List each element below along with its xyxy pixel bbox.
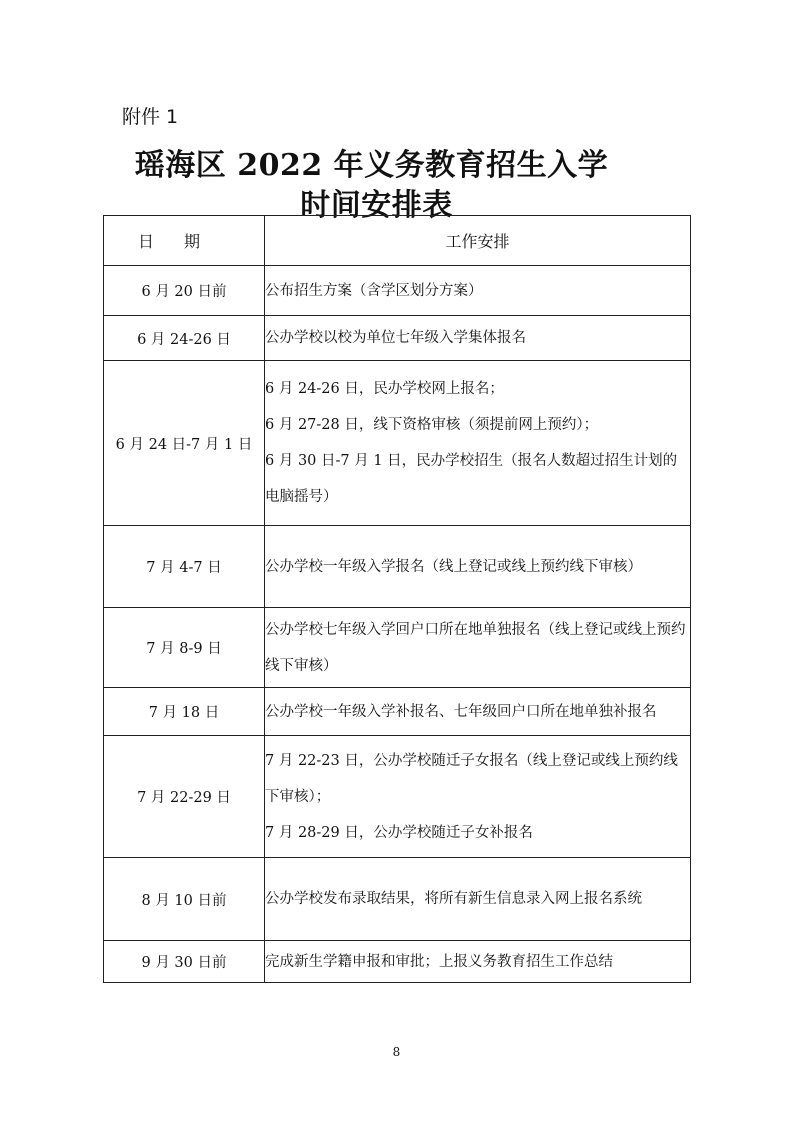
work-line: 公办学校七年级入学回户口所在地单独报名（线上登记或线上预约线下审核） xyxy=(265,621,686,674)
table-row xyxy=(104,688,691,736)
row-date: 8 月 10 日前 xyxy=(104,858,265,941)
table-row xyxy=(104,941,691,983)
table-row xyxy=(104,858,691,941)
attachment-label: 附件 1 xyxy=(122,106,179,128)
table-header-row xyxy=(104,216,691,266)
table-row xyxy=(104,526,691,608)
row-work xyxy=(265,526,691,608)
row-date: 6 月 24-26 日 xyxy=(104,316,265,361)
page-number: 8 xyxy=(392,1045,401,1059)
row-date: 6 月 20 日前 xyxy=(104,266,265,316)
row-work xyxy=(265,266,691,316)
table-row xyxy=(104,608,691,688)
row-work xyxy=(265,608,691,688)
row-date: 7 月 8-9 日 xyxy=(104,608,265,688)
row-date: 7 月 18 日 xyxy=(104,688,265,736)
table-row xyxy=(104,316,691,361)
row-work xyxy=(265,858,691,941)
work-line: 公布招生方案（含学区划分方案） xyxy=(265,282,483,299)
document-title-line-2: 时间安排表 xyxy=(300,188,453,223)
work-line: 完成新生学籍申报和审批；上报义务教育招生工作总结 xyxy=(265,953,613,970)
work-line: 公办学校以校为单位七年级入学集体报名 xyxy=(265,330,526,346)
work-line: 6 月 27-28 日，线下资格审核（须提前网上预约）； xyxy=(265,417,599,433)
work-line: 公办学校发布录取结果，将所有新生信息录入网上报名系统 xyxy=(265,891,642,907)
row-work xyxy=(265,941,691,983)
work-line: 6 月 24-26 日，民办学校网上报名； xyxy=(265,381,504,397)
row-work xyxy=(265,688,691,736)
header-date: 日期 xyxy=(104,216,265,266)
row-work xyxy=(265,736,691,858)
document-title-line-1: 瑶海区 2022 年义务教育招生入学 xyxy=(134,148,609,183)
table-row xyxy=(104,361,691,526)
work-line: 公办学校一年级入学补报名、七年级回户口所在地单独补报名 xyxy=(265,703,657,720)
row-date: 7 月 4-7 日 xyxy=(104,526,265,608)
row-work xyxy=(265,316,691,361)
header-work: 工作安排 xyxy=(265,216,691,266)
work-line: 7 月 28-29 日，公办学校随迁子女补报名 xyxy=(265,824,533,841)
work-line: 公办学校一年级入学报名（线上登记或线上预约线下审核） xyxy=(265,558,642,575)
table-row xyxy=(104,736,691,858)
row-date: 6 月 24 日-7 月 1 日 xyxy=(104,361,265,526)
work-line: 7 月 22-23 日，公办学校随迁子女报名（线上登记或线上预约线下审核）； xyxy=(265,752,678,805)
work-line: 6 月 30 日-7 月 1 日，民办学校招生（报名人数超过招生计划的电脑摇号） xyxy=(265,453,678,505)
row-work xyxy=(265,361,691,526)
row-date: 7 月 22-29 日 xyxy=(104,736,265,858)
schedule-table xyxy=(103,215,691,983)
table-row xyxy=(104,266,691,316)
row-date: 9 月 30 日前 xyxy=(104,941,265,983)
